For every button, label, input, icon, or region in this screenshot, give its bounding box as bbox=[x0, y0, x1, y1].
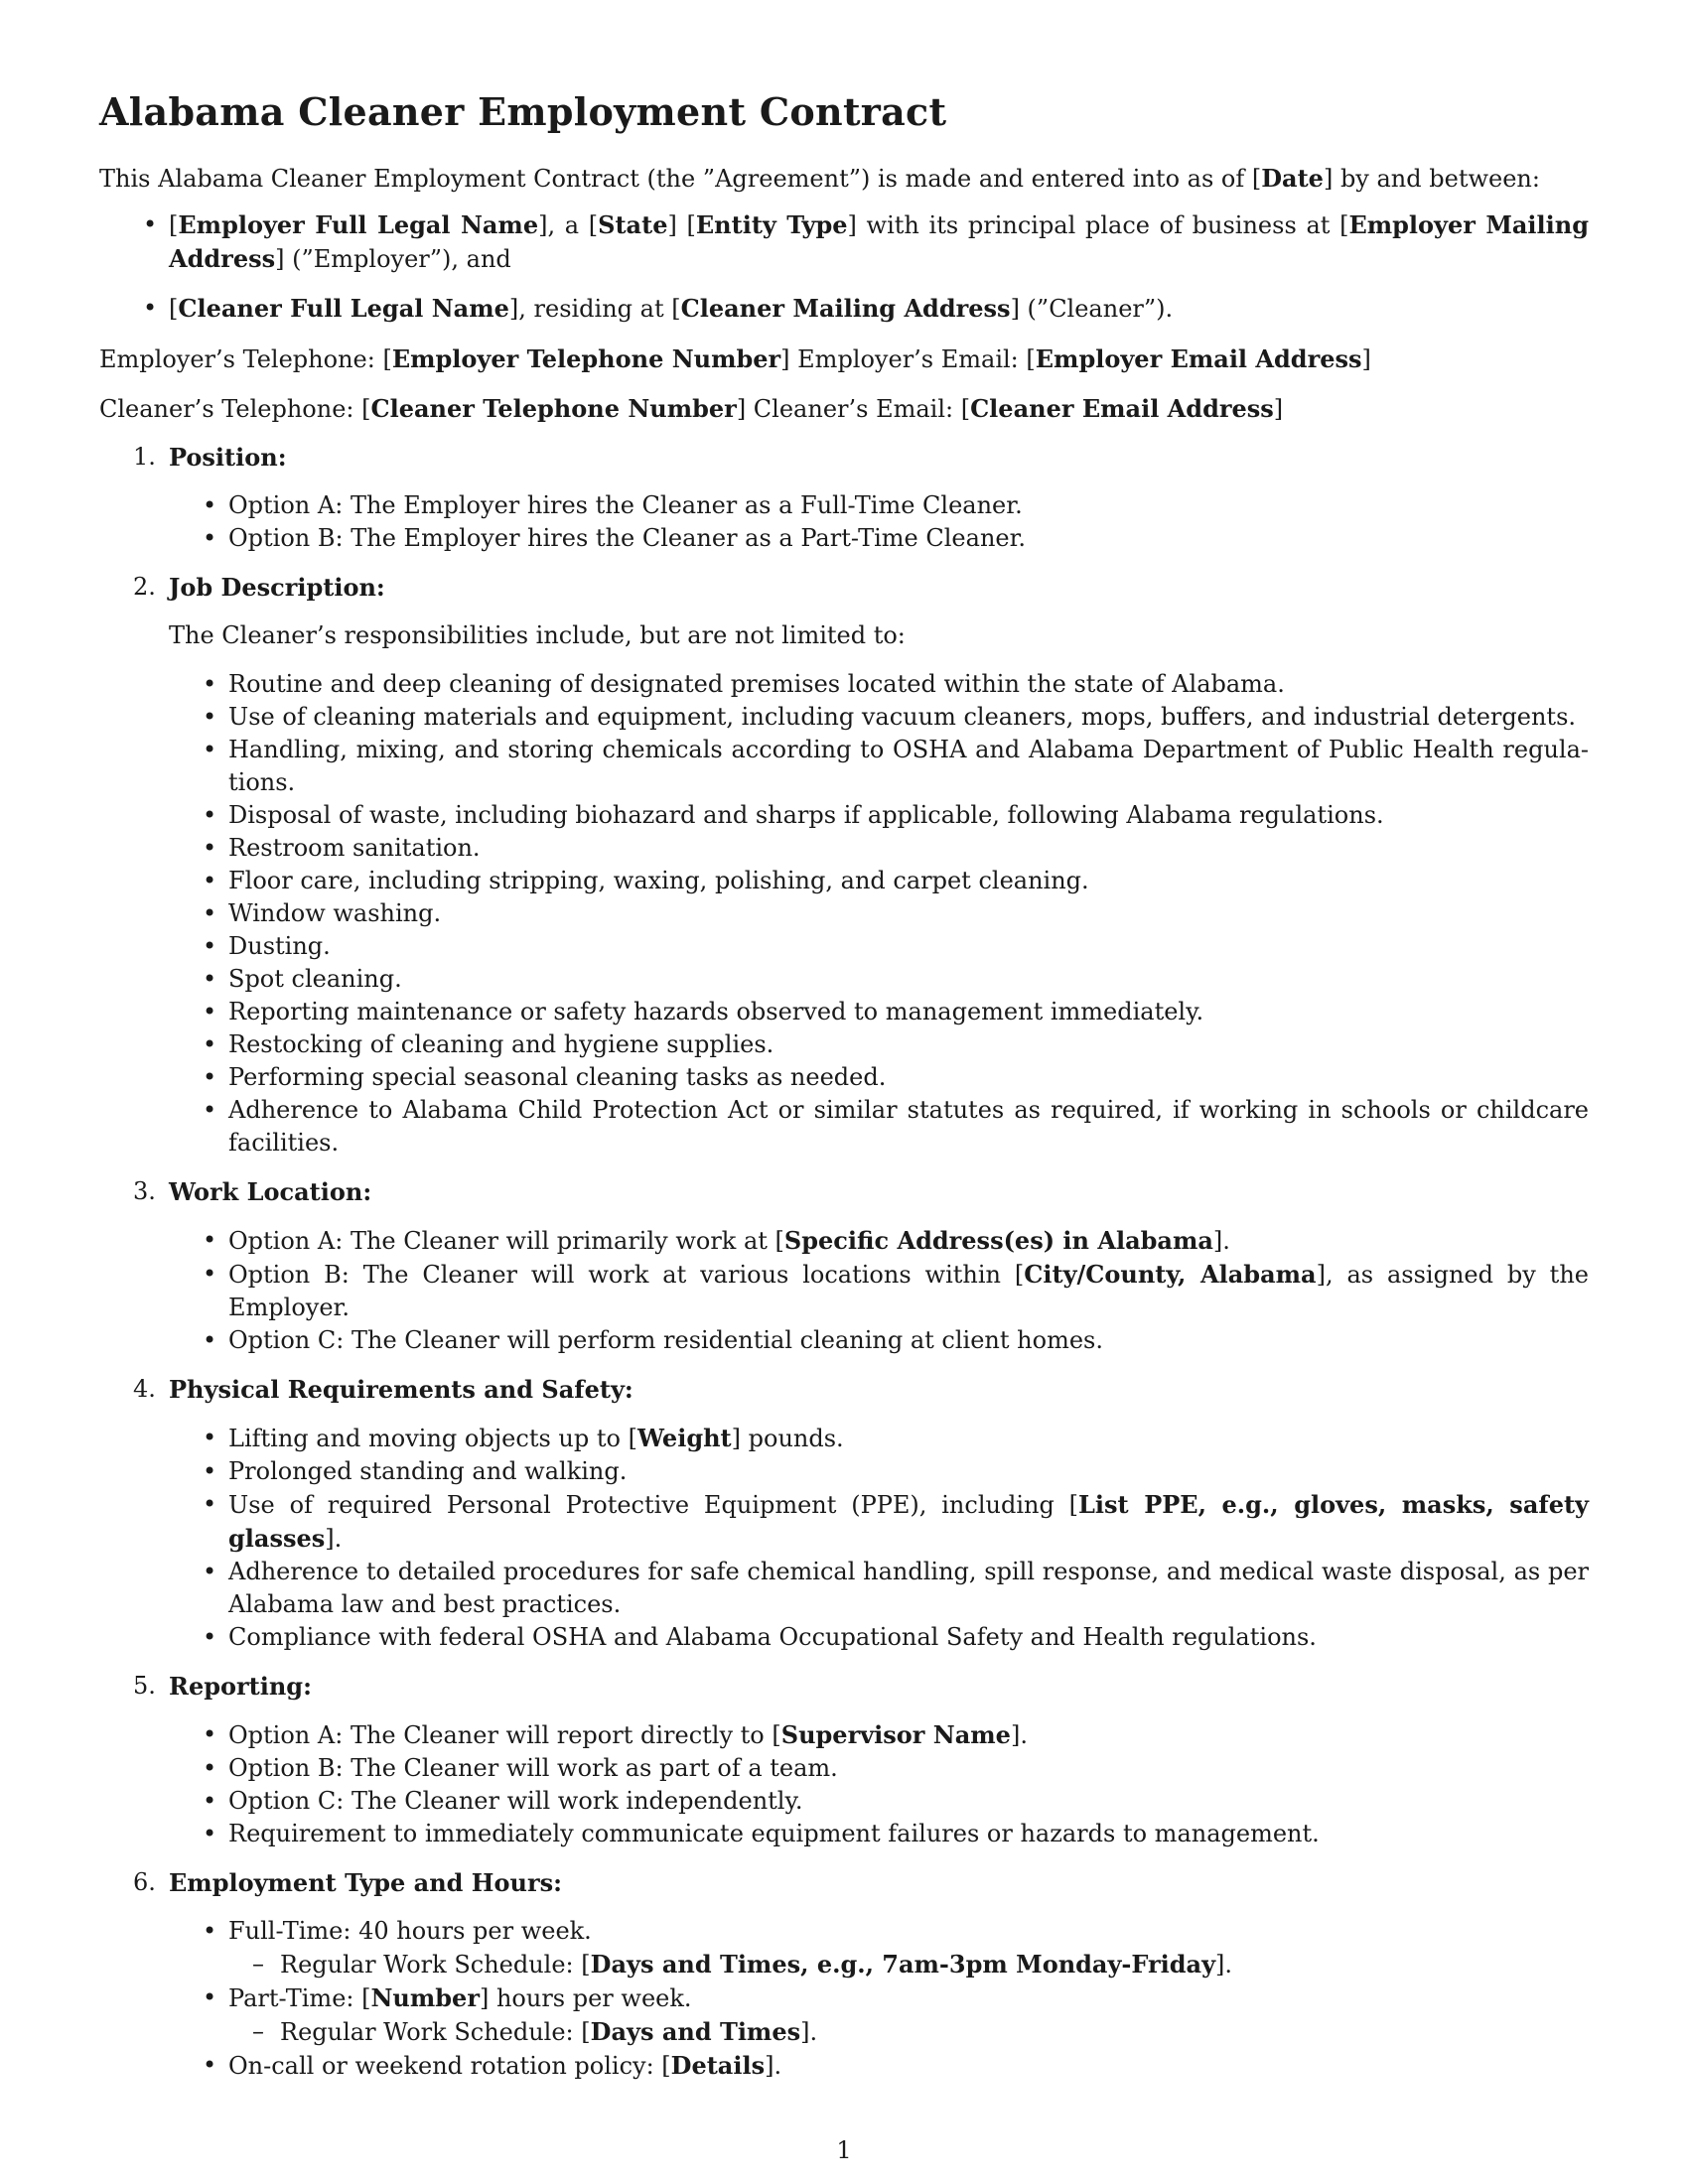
document-title: Alabama Cleaner Employment Contract bbox=[99, 89, 947, 134]
list-item: • Option B: The Cleaner will work as part of a team. bbox=[228, 1752, 1589, 1785]
list-item: • Option A: The Employer hires the Cleaner as a Full-Time Cleaner. bbox=[228, 489, 1589, 522]
employer-telephone-placeholder: Employer Telephone Number bbox=[391, 344, 781, 373]
sub-list-item bbox=[280, 2015, 1589, 2049]
section-number: 4. bbox=[133, 1375, 156, 1403]
list-item bbox=[228, 1422, 1589, 1455]
intro-text-end: ] by and between: bbox=[1323, 165, 1540, 193]
list-item: • Use of cleaning materials and equipment, including vacuum cleaners, mops, buffers, and industrial detergents. bbox=[228, 701, 1589, 734]
sections bbox=[99, 441, 1589, 2099]
list-item: • Restocking of cleaning and hygiene supplies. bbox=[228, 1028, 1589, 1061]
list-item bbox=[228, 1224, 1589, 1258]
employer-email-placeholder: Employer Email Address bbox=[1035, 344, 1362, 373]
weight-placeholder: Weight bbox=[636, 1424, 732, 1452]
intro-text: This Alabama Cleaner Employment Contract (the ”Agreement”) is made and entered into as of [ bbox=[99, 165, 1262, 193]
ppe-placeholder: List PPE, e.g., gloves, masks, safety glasses bbox=[228, 1490, 1589, 1553]
section-work-location bbox=[99, 1175, 1589, 1357]
text: ]. bbox=[800, 2018, 818, 2046]
section-items bbox=[99, 1915, 1589, 2083]
text: ] (”Cleaner”). bbox=[1010, 295, 1174, 323]
city-county-placeholder: City/County, Alabama bbox=[1024, 1260, 1317, 1289]
document-page bbox=[99, 0, 1589, 2184]
list-item: • Dusting. bbox=[228, 930, 1589, 963]
text: ], residing at [ bbox=[508, 295, 681, 323]
text: Lifting and moving objects up to [ bbox=[228, 1425, 637, 1452]
text: Full-Time: 40 hours per week. bbox=[228, 1917, 592, 1945]
schedule-placeholder: Days and Times, e.g., 7am-3pm Monday-Friday bbox=[590, 1950, 1216, 1979]
text: Use of required Personal Protective Equipment (PPE), including [ bbox=[228, 1491, 1079, 1519]
section-title: Position: bbox=[169, 443, 287, 472]
list-item bbox=[228, 1488, 1589, 1556]
list-item bbox=[228, 2049, 1589, 2083]
text: ], as assigned by the Employer. bbox=[228, 1261, 1589, 1321]
section-position bbox=[99, 441, 1589, 555]
text: Employer’s Telephone: [ bbox=[99, 345, 392, 373]
list-item: • Routine and deep cleaning of designated premises located within the state of Alabama. bbox=[228, 668, 1589, 701]
text: Part-Time: [ bbox=[228, 1984, 371, 2012]
cleaner-telephone-placeholder: Cleaner Telephone Number bbox=[370, 394, 737, 423]
list-item: • Floor care, including stripping, waxing, polishing, and carpet cleaning. bbox=[228, 865, 1589, 897]
section-heading bbox=[99, 441, 1589, 474]
schedule-placeholder: Days and Times bbox=[590, 2017, 801, 2046]
list-item: • Handling, mixing, and storing chemicals according to OSHA and Alabama Department of Public Health regulations. bbox=[228, 734, 1589, 799]
text: Cleaner’s Telephone: [ bbox=[99, 395, 371, 423]
section-title: Work Location: bbox=[169, 1177, 372, 1206]
text: ] with its principal place of business at [ bbox=[847, 211, 1349, 239]
details-placeholder: Details bbox=[670, 2051, 766, 2080]
section-number: 3. bbox=[133, 1177, 156, 1205]
list-item: • Prolonged standing and walking. bbox=[228, 1455, 1589, 1488]
page-number: 1 bbox=[836, 2136, 852, 2164]
list-item: • Adherence to Alabama Child Protection Act or similar statutes as required, if working in schools or childcare facilities. bbox=[228, 1094, 1589, 1160]
section-employment-type bbox=[99, 1866, 1589, 2083]
section-items bbox=[99, 1422, 1589, 1654]
text: ], a [ bbox=[538, 211, 599, 239]
text: Option B: The Cleaner will work at various locations within [ bbox=[228, 1261, 1025, 1289]
list-item: • Performing special seasonal cleaning tasks as needed. bbox=[228, 1061, 1589, 1094]
sub-list bbox=[228, 2015, 1589, 2049]
text: ]. bbox=[1215, 1951, 1233, 1979]
text: On-call or weekend rotation policy: [ bbox=[228, 2052, 671, 2080]
list-item: • Option C: The Cleaner will perform residential cleaning at client homes. bbox=[228, 1324, 1589, 1357]
section-heading bbox=[99, 1373, 1589, 1406]
text: Option A: The Cleaner will report directly to [ bbox=[228, 1721, 781, 1749]
list-item bbox=[228, 1258, 1589, 1324]
section-heading bbox=[99, 571, 1589, 604]
list-item: • Compliance with federal OSHA and Alabama Occupational Safety and Health regulations. bbox=[228, 1621, 1589, 1654]
section-number: 5. bbox=[133, 1672, 156, 1700]
text: ] (”Employer”), and bbox=[275, 245, 511, 273]
employer-address-placeholder: Employer Mailing Address bbox=[169, 210, 1590, 273]
text: ] [ bbox=[667, 211, 696, 239]
cleaner-address-placeholder: Cleaner Mailing Address bbox=[680, 294, 1011, 323]
text: ]. bbox=[1212, 1227, 1230, 1255]
section-title: Job Description: bbox=[169, 573, 385, 602]
list-item: • Option C: The Cleaner will work independently. bbox=[228, 1785, 1589, 1818]
section-title: Reporting: bbox=[169, 1672, 312, 1701]
list-item: • Spot cleaning. bbox=[228, 963, 1589, 996]
section-title: Employment Type and Hours: bbox=[169, 1868, 562, 1897]
list-item: • Reporting maintenance or safety hazards observed to management immediately. bbox=[228, 996, 1589, 1028]
text: Option A: The Cleaner will primarily work at [ bbox=[228, 1227, 784, 1255]
list-item: • Disposal of waste, including biohazard and sharps if applicable, following Alabama regulations. bbox=[228, 799, 1589, 832]
section-reporting bbox=[99, 1670, 1589, 1850]
party-cleaner: • [Cleaner Full Legal Name], residing at [Cleaner Mailing Address] (”Cleaner”). bbox=[169, 292, 1589, 326]
employer-name-placeholder: Employer Full Legal Name bbox=[178, 210, 539, 239]
text: ]. bbox=[325, 1525, 343, 1553]
entity-type-placeholder: Entity Type bbox=[695, 210, 848, 239]
section-physical-requirements bbox=[99, 1373, 1589, 1654]
section-number: 2. bbox=[133, 573, 156, 601]
intro-paragraph bbox=[99, 162, 1589, 196]
section-description: The Cleaner’s responsibilities include, but are not limited to: bbox=[169, 621, 906, 649]
sub-list-item bbox=[280, 1948, 1589, 1981]
list-item: • Option B: The Employer hires the Cleaner as a Part-Time Cleaner. bbox=[228, 522, 1589, 555]
section-items bbox=[99, 1718, 1589, 1850]
employer-contact-line bbox=[99, 342, 1589, 376]
section-items bbox=[99, 489, 1589, 555]
sub-list bbox=[228, 1948, 1589, 1981]
text: ] Employer’s Email: [ bbox=[780, 345, 1036, 373]
section-job-description bbox=[99, 571, 1589, 1160]
list-item: • Requirement to immediately communicate equipment failures or hazards to management. bbox=[228, 1818, 1589, 1850]
parties-list bbox=[99, 208, 1589, 341]
list-item bbox=[228, 1915, 1589, 1981]
state-placeholder: State bbox=[598, 210, 668, 239]
text: Regular Work Schedule: [ bbox=[280, 2018, 591, 2046]
text: ] bbox=[1273, 395, 1284, 423]
list-item: • Window washing. bbox=[228, 897, 1589, 930]
address-placeholder: Specific Address(es) in Alabama bbox=[783, 1226, 1213, 1255]
supervisor-placeholder: Supervisor Name bbox=[780, 1720, 1011, 1749]
party-employer: • [Employer Full Legal Name], a [State] [Entity Type] with its principal place of business at [Employer Mailing Address] (”Employer”), and bbox=[169, 208, 1589, 276]
cleaner-name-placeholder: Cleaner Full Legal Name bbox=[178, 294, 509, 323]
cleaner-contact-line bbox=[99, 392, 1589, 426]
section-heading bbox=[99, 1175, 1589, 1208]
text: ]. bbox=[765, 2052, 782, 2080]
cleaner-email-placeholder: Cleaner Email Address bbox=[970, 394, 1274, 423]
text: ] bbox=[1361, 345, 1371, 373]
list-item: • Restroom sanitation. bbox=[228, 832, 1589, 865]
text: ] pounds. bbox=[731, 1425, 844, 1452]
section-heading bbox=[99, 1670, 1589, 1703]
section-items bbox=[99, 1224, 1589, 1357]
text: ] hours per week. bbox=[479, 1984, 692, 2012]
section-number: 6. bbox=[133, 1868, 156, 1896]
section-heading bbox=[99, 1866, 1589, 1899]
date-placeholder: Date bbox=[1261, 164, 1324, 193]
section-number: 1. bbox=[133, 443, 156, 471]
section-title: Physical Requirements and Safety: bbox=[169, 1375, 633, 1404]
section-items bbox=[99, 668, 1589, 1160]
list-item bbox=[228, 1981, 1589, 2049]
text: Regular Work Schedule: [ bbox=[280, 1951, 591, 1979]
list-item: • Adherence to detailed procedures for safe chemical handling, spill response, and medical waste disposal, as per Alabama law and best practices. bbox=[228, 1556, 1589, 1621]
text: ]. bbox=[1010, 1721, 1028, 1749]
text: ] Cleaner’s Email: [ bbox=[736, 395, 971, 423]
list-item bbox=[228, 1718, 1589, 1752]
hours-placeholder: Number bbox=[370, 1983, 480, 2012]
